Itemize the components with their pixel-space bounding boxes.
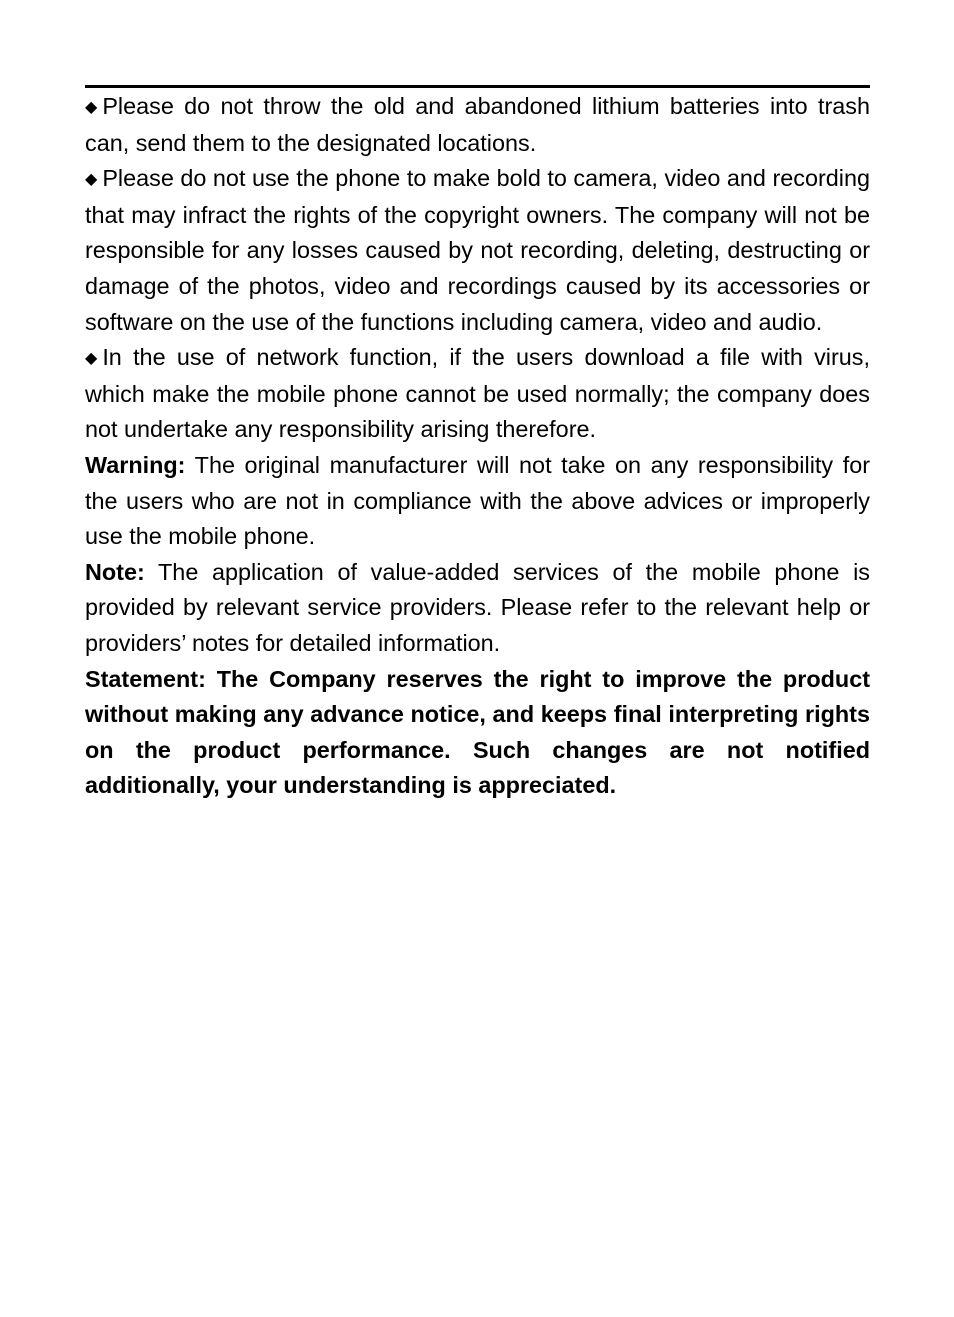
warning-label: Warning: — [85, 451, 186, 478]
diamond-bullet-icon: ◆ — [85, 99, 98, 116]
statement-paragraph: Statement: The Company reserves the right to improve the product without making any advance notice, and keeps final interpreting rights on the product performance. Such changes are not notified additionally, your understanding is appreciated. — [85, 665, 870, 799]
note-label: Note: — [85, 558, 145, 585]
diamond-bullet-icon: ◆ — [85, 350, 98, 368]
bullet-paragraph-network — [85, 340, 870, 448]
bullet-text: Please do not throw the old and abandoned lithium batteries into trash can, send them to the designated locations. — [85, 93, 870, 156]
header-rule — [85, 85, 870, 88]
bullet-text: In the use of network function, if the users download a file with virus, which make the mobile phone cannot be used normally; the company does not undertake any responsibility arising therefore. — [85, 344, 870, 443]
note-paragraph — [85, 555, 870, 662]
bullet-text: Please do not use the phone to make bold to camera, video and recording that may infract the rights of the copyright owners. The company will not be responsible for any losses caused by not recording, deleting, destructing or damage of the photos, video and recordings caused by its accessories or software on the use of the functions including camera, video and audio. — [85, 165, 870, 335]
warning-paragraph — [85, 448, 870, 555]
warning-text: The original manufacturer will not take on any responsibility for the users who are not in compliance with the above advices or improperly use the mobile phone. — [85, 451, 870, 550]
bullet-paragraph-copyright — [85, 161, 870, 340]
bullet-paragraph-batteries — [85, 89, 870, 161]
diamond-bullet-icon: ◆ — [85, 171, 98, 189]
note-text: The application of value-added services of the mobile phone is provided by relevant service providers. Please refer to the relevant help or providers’ notes for detailed information. — [85, 558, 870, 656]
document-page — [85, 85, 870, 804]
document-body — [85, 89, 870, 804]
